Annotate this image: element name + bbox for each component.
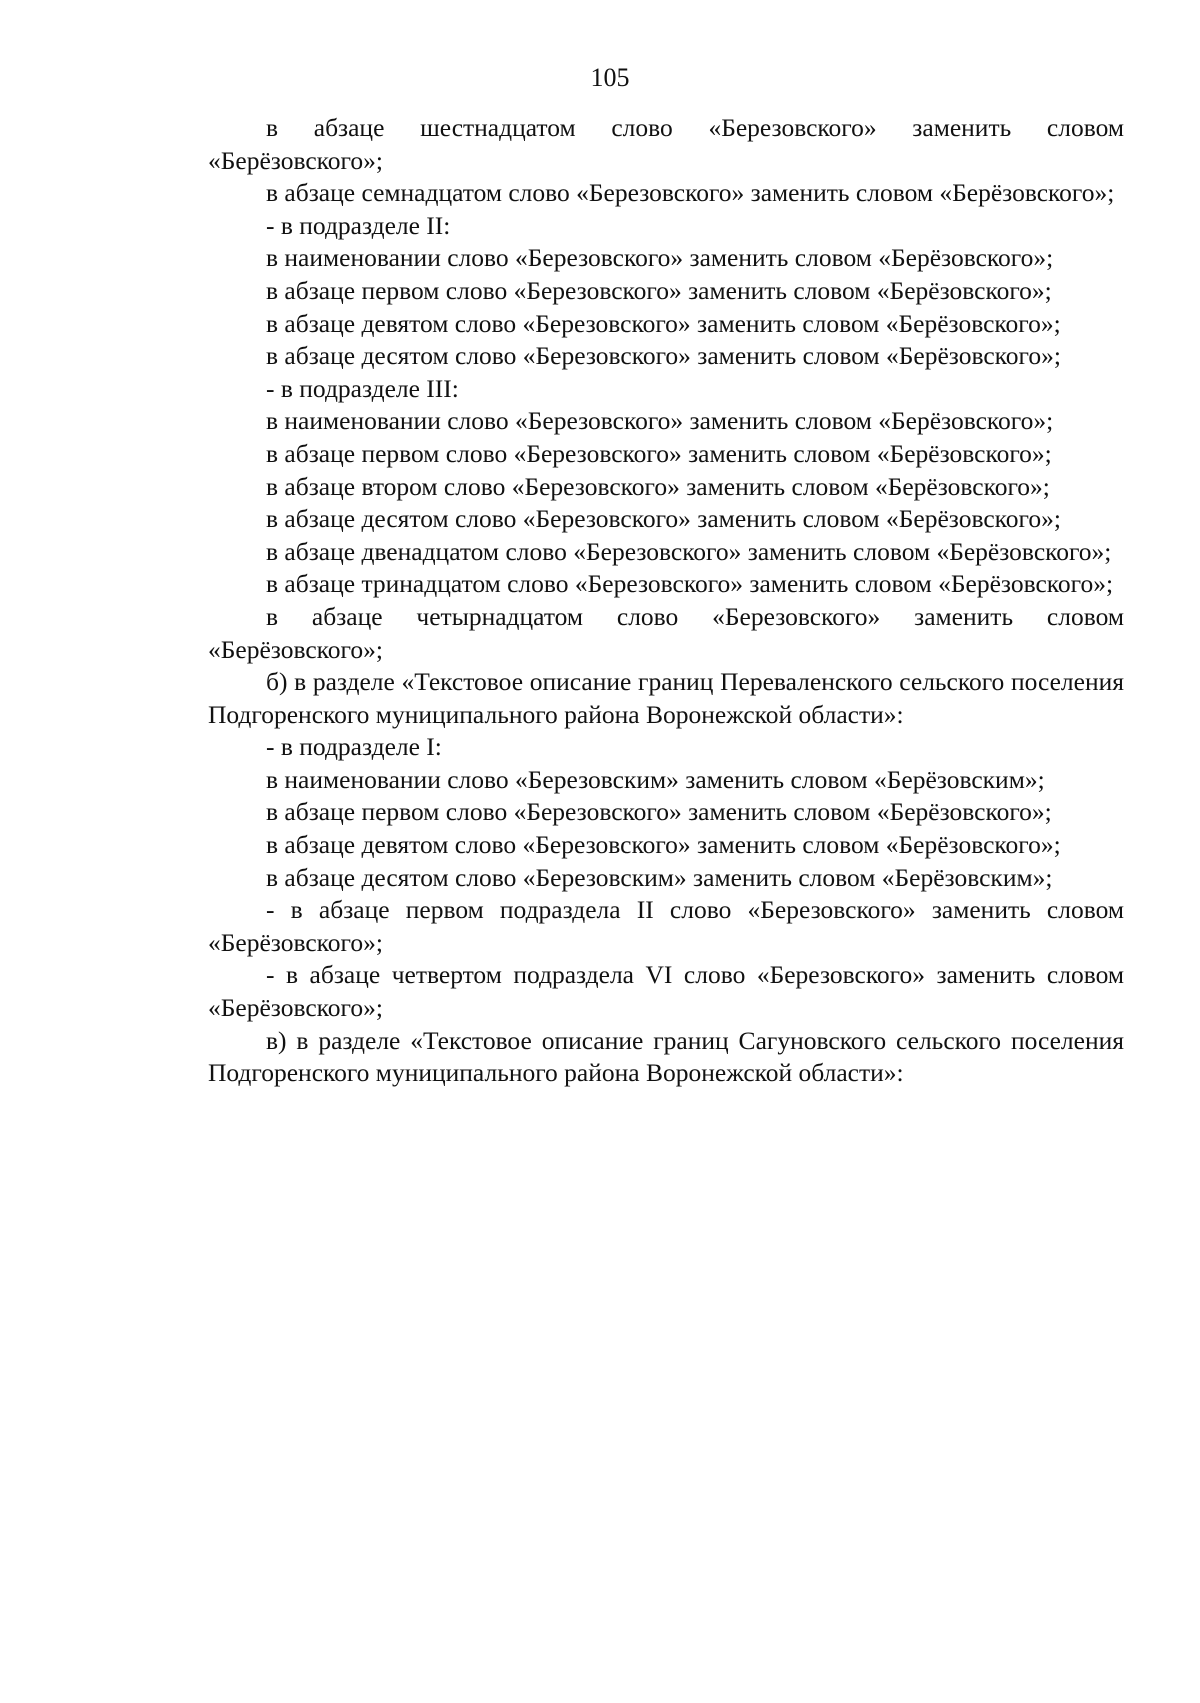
paragraph: в абзаце тринадцатом слово «Березовского» заменить словом «Берёзовского»;: [266, 569, 1114, 599]
paragraph: в абзаце двенадцатом слово «Березовского» заменить словом «Берёзовского»;: [266, 536, 1112, 566]
paragraph: в абзаце десятом слово «Березовским» заменить словом «Берёзовским»;: [266, 862, 1053, 892]
paragraph: в абзаце девятом слово «Березовского» заменить словом «Берёзовского»;: [266, 830, 1061, 860]
paragraph: в абзаце четырнадцатом слово «Березовского» заменить словом «Берёзовского»;: [208, 601, 1124, 664]
paragraph: - в подразделе II:: [266, 210, 451, 240]
paragraph: в абзаце втором слово «Березовского» заменить словом «Берёзовского»;: [266, 471, 1050, 501]
document-body: [208, 112, 1124, 1090]
paragraph: в абзаце первом слово «Березовского» заменить словом «Берёзовского»;: [266, 438, 1052, 468]
paragraph: в абзаце семнадцатом слово «Березовского» заменить словом «Берёзовского»;: [266, 178, 1115, 208]
paragraph: в наименовании слово «Березовского» заменить словом «Берёзовского»;: [266, 406, 1054, 436]
paragraph: в наименовании слово «Березовским» заменить словом «Берёзовским»;: [266, 764, 1045, 794]
paragraph: б) в разделе «Текстовое описание границ Переваленского сельского поселения Подгоренского муниципального района Воронежской области»:: [208, 667, 1124, 729]
page-number: 105: [590, 63, 630, 92]
paragraph: - в подразделе III:: [266, 373, 459, 403]
paragraph: в абзаце первом слово «Березовского» заменить словом «Берёзовского»;: [266, 797, 1052, 827]
paragraph: в абзаце десятом слово «Березовского» заменить словом «Берёзовского»;: [266, 504, 1061, 534]
paragraph: в) в разделе «Текстовое описание границ Сагуновского сельского поселения Подгоренского муниципального района Воронежской области»:: [208, 1025, 1124, 1088]
paragraph: в абзаце десятом слово «Березовского» заменить словом «Берёзовского»;: [266, 341, 1061, 371]
paragraph: - в абзаце четвертом подраздела VI слово «Березовского» заменить словом «Берёзовского»;: [208, 960, 1124, 1023]
paragraph: в наименовании слово «Березовского» заменить словом «Берёзовского»;: [266, 243, 1054, 273]
paragraph: - в абзаце первом подраздела II слово «Березовского» заменить словом «Берёзовского»;: [208, 895, 1124, 957]
paragraph: в абзаце шестнадцатом слово «Березовского» заменить словом «Берёзовского»;: [208, 113, 1124, 175]
paragraph: в абзаце девятом слово «Березовского» заменить словом «Берёзовского»;: [266, 308, 1061, 338]
paragraph: - в подразделе I:: [266, 732, 442, 762]
paragraph: в абзаце первом слово «Березовского» заменить словом «Берёзовского»;: [266, 275, 1052, 305]
